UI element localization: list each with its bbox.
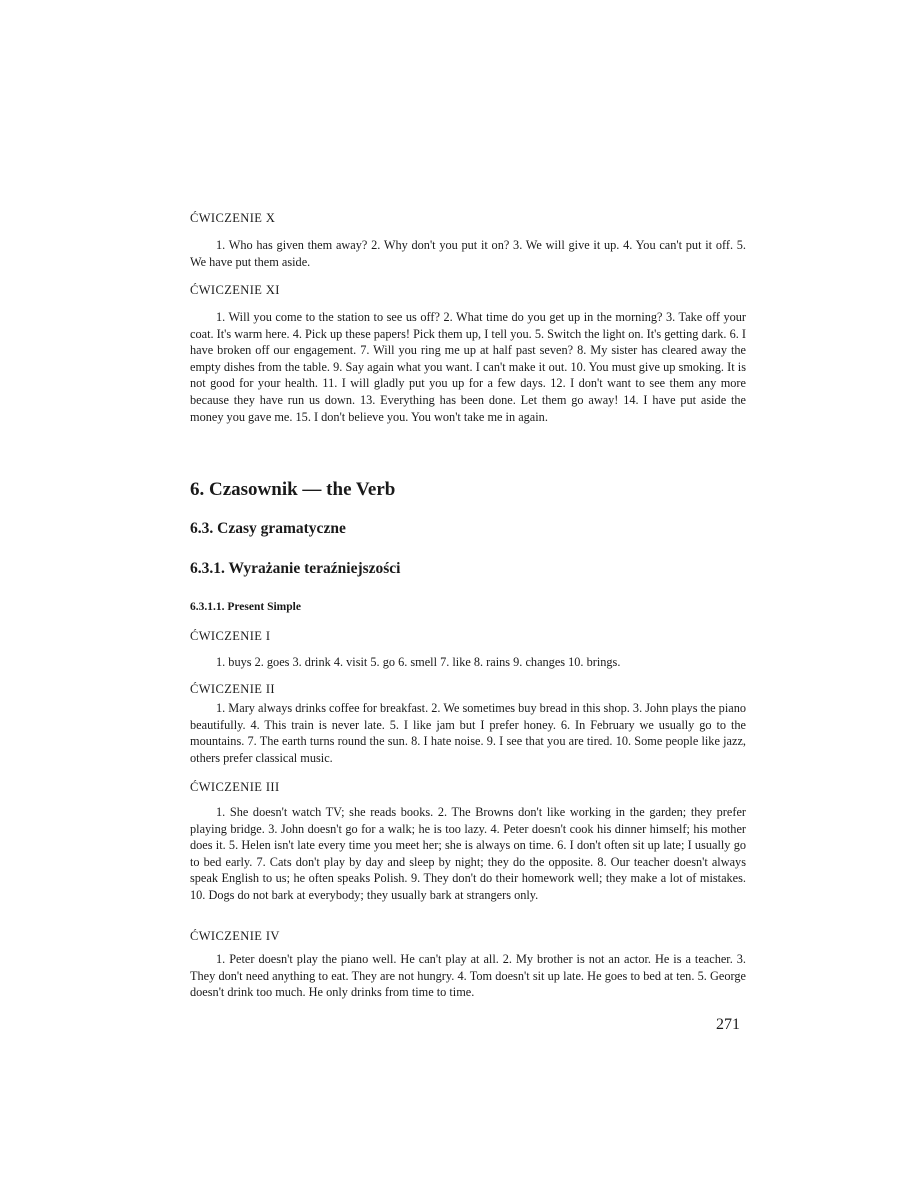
- exercise-iii-heading: ĆWICZENIE III: [190, 780, 280, 794]
- subsubsection-title: 6.3.1.1. Present Simple: [190, 601, 301, 613]
- chapter-title: 6. Czasownik — the Verb: [190, 479, 396, 500]
- exercise-xi-heading: ĆWICZENIE XI: [190, 283, 280, 297]
- section-title: 6.3. Czasy gramatyczne: [190, 520, 346, 537]
- exercise-i-heading: ĆWICZENIE I: [190, 629, 271, 643]
- exercise-xi-text: 1. Will you come to the station to see us off? 2. What time do you get up in the morning? 3. Take off your coat. It's warm here. 4. Pick up these papers! Pick them up, I tell you. 5. Switch the light on. It's getting dark. 6. I have broken off our engagement. 7. Will you ring me up at half past seven? 8. My sister has cleared away the empty dishes from the table. 9. Say again what you want. I can't make it out. 10. You must give up smoking. It is not good for your health. 11. I will gladly put you up for a few days. 12. I don't want to see them any more because they have run us down. 13. Everything has been done. Let them go away! 14. I have put aside the money you gave me. 15. I don't believe you. You won't take me in again.: [190, 310, 746, 424]
- exercise-iv-text: 1. Peter doesn't play the piano well. He can't play at all. 2. My brother is not an actor. He is a teacher. 3. They don't need anything to eat. They are not hungry. 4. Tom doesn't sit up late. He goes to bed at ten. 5. George doesn't drink too much. He only drinks from time to time.: [190, 952, 746, 1000]
- exercise-i-text: 1. buys 2. goes 3. drink 4. visit 5. go 6. smell 7. like 8. rains 9. changes 10. brings.: [216, 655, 621, 669]
- exercise-ii-text: 1. Mary always drinks coffee for breakfast. 2. We sometimes buy bread in this shop. 3. John plays the piano beautifully. 4. This train is never late. 5. I like jam but I prefer honey. 6. In February we usually go to the mountains. 7. The earth turns round the sun. 8. I hate noise. 9. I see that you are tired. 10. Some people like jazz, others prefer classical music.: [190, 701, 746, 765]
- exercise-iii-text: 1. She doesn't watch TV; she reads books. 2. The Browns don't like working in the garden; they prefer playing bridge. 3. John doesn't go for a walk; he is too lazy. 4. Peter doesn't cook his dinner himself; his mother does it. 5. Helen isn't late every time you meet her; she is always on time. 6. I don't often sit up late; I usually go to bed early. 7. Cats don't play by day and sleep by night; they do the opposite. 8. Our teacher doesn't always speak English to us; he often speaks Polish. 9. They don't do their homework well; they make a lot of mistakes. 10. Dogs do not bark at everybody; they usually bark at strangers only.: [190, 805, 746, 902]
- exercise-x-text: 1. Who has given them away? 2. Why don't you put it on? 3. We will give it up. 4. You can't put it off. 5. We have put them aside.: [190, 238, 746, 269]
- exercise-iv-heading: ĆWICZENIE IV: [190, 929, 280, 943]
- exercise-ii-heading: ĆWICZENIE II: [190, 682, 275, 696]
- subsection-title: 6.3.1. Wyrażanie teraźniejszości: [190, 560, 401, 577]
- page-number: 271: [716, 1016, 740, 1033]
- exercise-x-heading: ĆWICZENIE X: [190, 211, 276, 225]
